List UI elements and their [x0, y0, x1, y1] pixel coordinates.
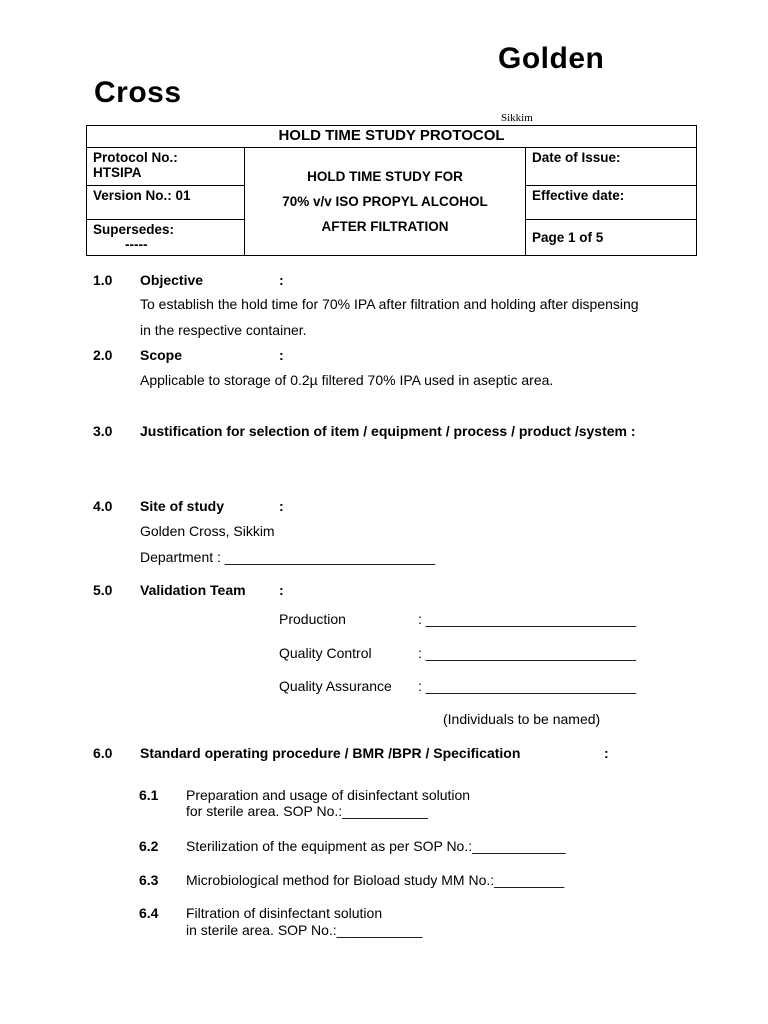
section-number: 1.0 [93, 272, 113, 288]
page-number: Page 1 of 5 [526, 220, 697, 256]
subsection-6-4-line-1: Filtration of disinfectant solution [186, 905, 383, 921]
protocol-title: HOLD TIME STUDY PROTOCOL [87, 126, 697, 148]
version-number: Version No.: 01 [87, 186, 245, 220]
section-colon: : [279, 582, 284, 598]
section-colon: : [279, 498, 284, 514]
protocol-subject-cell [245, 148, 526, 256]
team-note: (Individuals to be named) [443, 711, 601, 727]
section-colon: : [279, 347, 284, 363]
section-title-sop: Standard operating procedure / BMR /BPR / Specification [140, 745, 521, 761]
brand-location: Sikkim [501, 112, 533, 124]
subsection-6-3-line-1: Microbiological method for Bioload study MM No.:_________ [186, 872, 565, 888]
team-role-quality-assurance: Quality Assurance [279, 678, 392, 694]
date-of-issue: Date of Issue: [526, 148, 697, 186]
subsection-6-4-line-2: in sterile area. SOP No.:___________ [186, 922, 423, 938]
team-blank-quality-assurance: : ___________________________ [418, 678, 637, 694]
scope-text: Applicable to storage of 0.2µ filtered 70% IPA used in aseptic area. [140, 372, 554, 388]
subject-line-2: 70% v/v ISO PROPYL ALCOHOL [282, 194, 488, 209]
section-number: 5.0 [93, 582, 113, 598]
subsection-6-1-line-1: Preparation and usage of disinfectant solution [186, 787, 471, 803]
subsection-number: 6.4 [139, 905, 159, 921]
supersedes-cell [87, 220, 245, 256]
subsection-6-2-line-1: Sterilization of the equipment as per SOP No.:____________ [186, 838, 566, 854]
subsection-number: 6.1 [139, 787, 159, 803]
team-blank-quality-control: : ___________________________ [418, 645, 637, 661]
objective-text-line-1: To establish the hold time for 70% IPA after filtration and holding after dispensing [140, 296, 639, 312]
section-title-justification: Justification for selection of item / equipment / process / product /system : [140, 423, 636, 439]
protocol-number-value: HTSIPA [93, 165, 142, 180]
effective-date: Effective date: [526, 186, 697, 220]
subsection-number: 6.3 [139, 872, 159, 888]
section-number: 4.0 [93, 498, 113, 514]
department-field: Department : ___________________________ [140, 549, 436, 565]
team-role-production: Production [279, 611, 346, 627]
section-title-validation-team: Validation Team [140, 582, 246, 598]
section-colon: : [279, 272, 284, 288]
team-role-quality-control: Quality Control [279, 645, 372, 661]
protocol-header-table [86, 125, 697, 256]
subject-line-1: HOLD TIME STUDY FOR [307, 169, 463, 184]
section-title-objective: Objective [140, 272, 204, 288]
section-colon: : [604, 745, 609, 761]
objective-text-line-2: in the respective container. [140, 322, 307, 338]
section-title-scope: Scope [140, 347, 183, 363]
brand-cross: Cross [94, 76, 182, 109]
subsection-number: 6.2 [139, 838, 159, 854]
subsection-6-1-line-2: for sterile area. SOP No.:___________ [186, 803, 428, 819]
brand-golden: Golden [498, 42, 605, 75]
team-blank-production: : ___________________________ [418, 611, 637, 627]
protocol-number-label: Protocol No.: [93, 150, 178, 165]
section-title-site: Site of study [140, 498, 225, 514]
section-number: 6.0 [93, 745, 113, 761]
section-number: 3.0 [93, 423, 113, 439]
supersedes-label: Supersedes: [93, 222, 175, 237]
supersedes-value: ----- [125, 237, 148, 252]
protocol-number-cell [87, 148, 245, 186]
section-number: 2.0 [93, 347, 113, 363]
subject-line-3: AFTER FILTRATION [321, 219, 449, 234]
site-name: Golden Cross, Sikkim [140, 523, 275, 539]
